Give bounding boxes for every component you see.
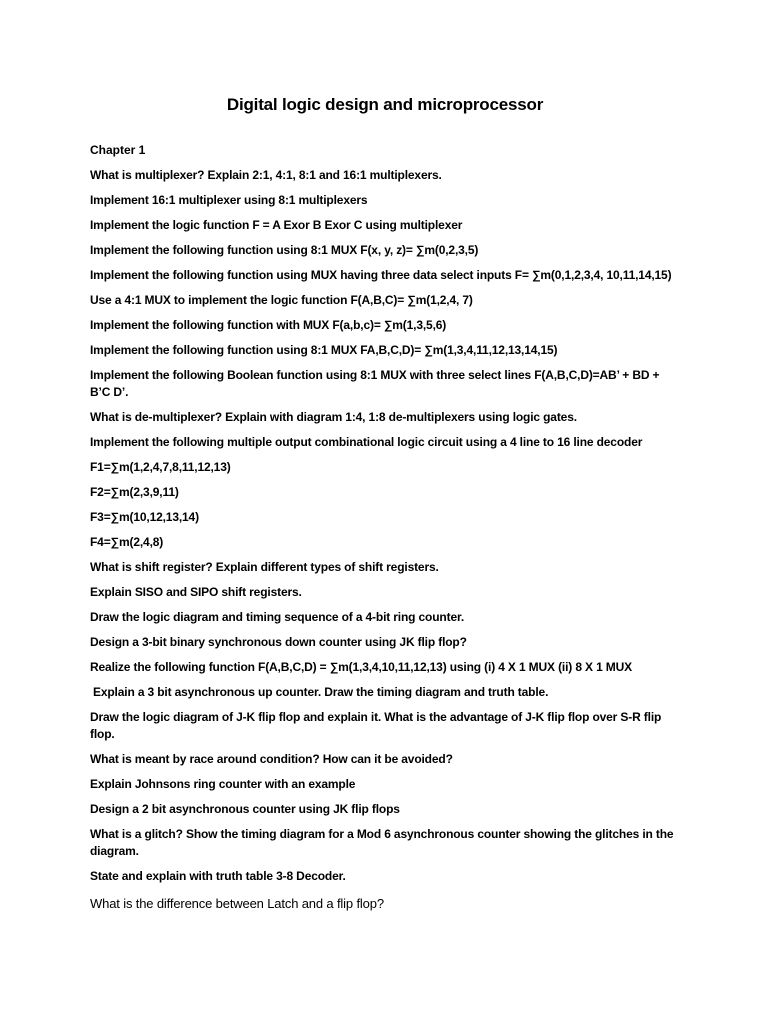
question-4: Implement the following function using 8:1 MUX F(x, y, z)= ∑m(0,2,3,5) bbox=[90, 243, 479, 257]
question-20: Explain Johnsons ring counter with an example bbox=[90, 777, 356, 791]
question-18: Draw the logic diagram of J-K flip flop and explain it. What is the advantage of J-K flip flop over S-R flip flop. bbox=[90, 710, 662, 741]
question-6: Use a 4:1 MUX to implement the logic function F(A,B,C)= ∑m(1,2,4, 7) bbox=[90, 293, 473, 307]
question-1: What is multiplexer? Explain 2:1, 4:1, 8:1 and 16:1 multiplexers. bbox=[90, 168, 442, 182]
question-3: Implement the logic function F = A Exor B Exor C using multiplexer bbox=[90, 218, 463, 232]
question-10: What is de-multiplexer? Explain with diagram 1:4, 1:8 de-multiplexers using logic gates. bbox=[90, 410, 577, 424]
question-22: What is a glitch? Show the timing diagram for a Mod 6 asynchronous counter showing the glitches in the diagram. bbox=[90, 827, 674, 858]
question-8: Implement the following function using 8:1 MUX FA,B,C,D)= ∑m(1,3,4,11,12,13,14,15) bbox=[90, 343, 558, 357]
question-14: Draw the logic diagram and timing sequence of a 4-bit ring counter. bbox=[90, 610, 465, 624]
question-12: What is shift register? Explain different types of shift registers. bbox=[90, 560, 439, 574]
question-13: Explain SISO and SIPO shift registers. bbox=[90, 585, 302, 599]
question-2: Implement 16:1 multiplexer using 8:1 multiplexers bbox=[90, 193, 368, 207]
question-16: Realize the following function F(A,B,C,D) = ∑m(1,3,4,10,11,12,13) using (i) 4 X 1 MUX (ii) 8 X 1 MUX bbox=[90, 660, 632, 674]
document-title: Digital logic design and microprocessor bbox=[226, 95, 544, 114]
function-f2: F2=∑m(2,3,9,11) bbox=[90, 485, 179, 499]
function-f4: F4=∑m(2,4,8) bbox=[90, 535, 164, 549]
function-f3: F3=∑m(10,12,13,14) bbox=[90, 510, 199, 524]
question-11: Implement the following multiple output combinational logic circuit using a 4 line to 16 line decoder bbox=[90, 435, 643, 449]
question-23: State and explain with truth table 3-8 Decoder. bbox=[90, 869, 346, 883]
question-5: Implement the following function using MUX having three data select inputs F= ∑m(0,1,2,3,4, 10,11,14,15) bbox=[90, 268, 672, 282]
question-15: Design a 3-bit binary synchronous down counter using JK flip flop? bbox=[90, 635, 467, 649]
question-21: Design a 2 bit asynchronous counter using JK flip flops bbox=[90, 802, 400, 816]
question-24: What is the difference between Latch and a flip flop? bbox=[90, 896, 384, 911]
question-17: Explain a 3 bit asynchronous up counter. Draw the timing diagram and truth table. bbox=[93, 685, 549, 699]
question-9: Implement the following Boolean function using 8:1 MUX with three select lines F(A,B,C,D)=AB’ + BD + B’C D’. bbox=[90, 368, 660, 399]
function-f1: F1=∑m(1,2,4,7,8,11,12,13) bbox=[90, 460, 231, 474]
question-7: Implement the following function with MUX F(a,b,c)= ∑m(1,3,5,6) bbox=[90, 318, 447, 332]
question-19: What is meant by race around condition? How can it be avoided? bbox=[90, 752, 453, 766]
chapter-heading: Chapter 1 bbox=[90, 143, 146, 157]
